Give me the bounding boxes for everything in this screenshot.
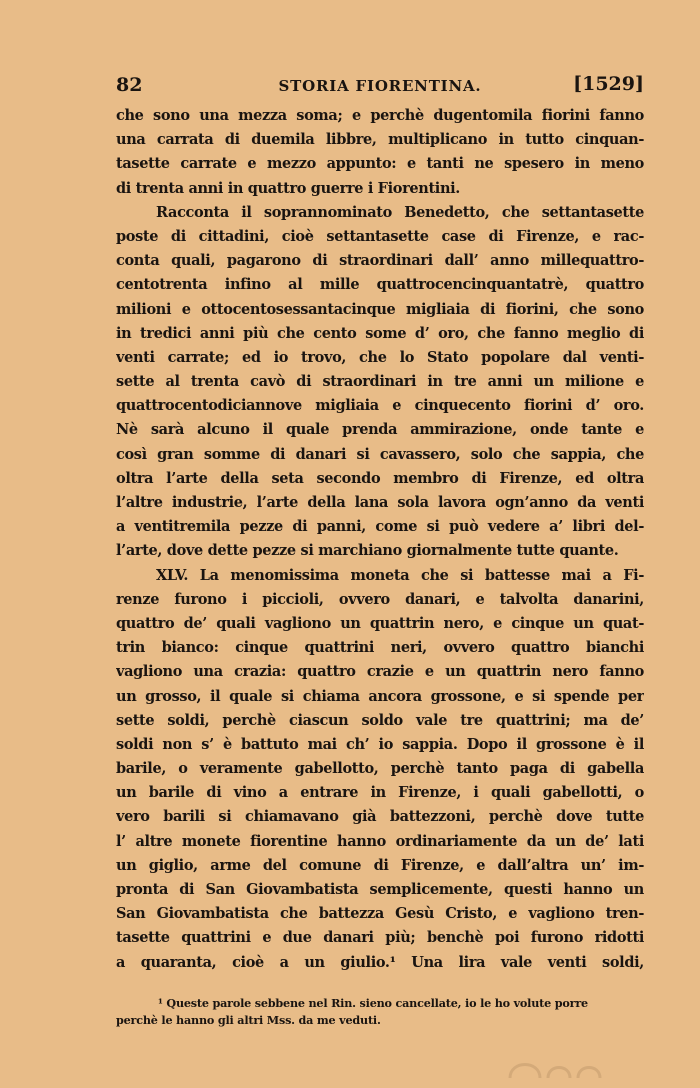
text-line: San Giovambatista che battezza Gesù Cristo, e vagliono tren- (116, 905, 644, 923)
text-line: sette al trenta cavò di straordinari in tre anni un milione e (116, 373, 644, 391)
text-line: quattrocentodiciannove migliaia e cinquecento fiorini d’ oro. (116, 397, 644, 415)
page-header (116, 72, 644, 100)
text-line: l’ altre monete fiorentine hanno ordinariamente da un de’ lati (116, 832, 644, 850)
text-line: Nè sarà alcuno il quale prenda ammirazione, onde tante e (116, 421, 644, 439)
text-line: vagliono una crazia: quattro crazie e un quattrin nero fanno (116, 663, 644, 681)
text-line: venti carrate; ed io trovo, che lo Stato popolare dal venti- (116, 348, 644, 366)
year-marker: [1529] (573, 73, 644, 95)
footnotes (116, 995, 644, 1029)
footnote-line: perchè le hanno gli altri Mss. da me veduti. (116, 1013, 381, 1027)
text-line: tasette carrate e mezzo appunto: e tanti ne spesero in meno (116, 155, 644, 173)
text-line: Racconta il soprannominato Benedetto, che settantasette (156, 203, 644, 221)
text-line: pronta di San Giovambatista semplicemente, questi hanno un (116, 881, 644, 898)
text-line: di trenta anni in quattro guerre i Fiorentini. (116, 179, 461, 197)
text-line: quattro de’ quali vagliono un quattrin nero, e cinque un quat- (116, 614, 644, 632)
text-line: soldi non s’ è battuto mai ch’ io sappia. Dopo il grossone è il (116, 735, 644, 753)
text-line: un grosso, il quale si chiama ancora grossone, e si spende per (116, 687, 644, 705)
text-line: a ventitremila pezze di panni, come si può vedere a’ libri del- (116, 518, 644, 536)
text-line: centotrenta infino al mille quattrocencinquantatrè, quattro (116, 276, 644, 294)
text-line: sette soldi, perchè ciascun soldo vale tre quattrini; ma de’ (116, 711, 644, 729)
text-line: a quaranta, cioè a un giulio.¹ Una lira vale venti soldi, (116, 953, 644, 971)
text-line: tasette quattrini e due danari più; benchè poi furono ridotti (116, 929, 644, 947)
text-line: una carrata di duemila libbre, multiplicano in tutto cinquan- (116, 131, 644, 149)
text-line: così gran somme di danari si cavassero, solo che sappia, che (116, 445, 644, 463)
text-line: un barile di vino a entrare in Firenze, i quali gabellotti, o (116, 784, 644, 802)
text-line: oltra l’arte della seta secondo membro di Firenze, ed oltra (116, 469, 644, 487)
page-number: 82 (116, 74, 143, 96)
text-line: un giglio, arme del comune di Firenze, e dall’altra un’ im- (116, 856, 644, 874)
scan-watermark-mark (500, 1048, 610, 1088)
text-line: l’altre industrie, l’arte della lana sola lavora ogn’anno da venti (116, 494, 644, 511)
text-line: poste di cittadini, cioè settantasette case di Firenze, e rac- (116, 227, 644, 245)
text-line: XLV. La menomissima moneta che si battesse mai a Fi- (156, 566, 644, 584)
text-line: vero barili si chiamavano già battezzoni, perchè dove tutte (116, 808, 644, 826)
footnote-line: ¹ Queste parole sebbene nel Rin. sieno cancellate, io le ho volute porre (158, 996, 588, 1010)
text-line: conta quali, pagarono di straordinari dall’ anno millequattro- (116, 252, 644, 270)
text-line: barile, o veramente gabellotto, perchè tanto paga di gabella (116, 760, 644, 778)
body-text (116, 104, 644, 975)
text-line: trin bianco: cinque quattrini neri, ovvero quattro bianchi (116, 639, 644, 657)
text-line: l’arte, dove dette pezze si marchiano giornalmente tutte quante. (116, 542, 619, 560)
text-line: in tredici anni più che cento some d’ oro, che fanno meglio di (116, 324, 644, 342)
text-line: milioni e ottocentosessantacinque migliaia di fiorini, che sono (116, 300, 644, 318)
text-line: renze furono i piccioli, ovvero danari, e talvolta danarini, (116, 590, 644, 608)
running-title: STORIA FIORENTINA. (278, 77, 482, 95)
text-line: che sono una mezza soma; e perchè dugentomila fiorini fanno (116, 107, 644, 124)
